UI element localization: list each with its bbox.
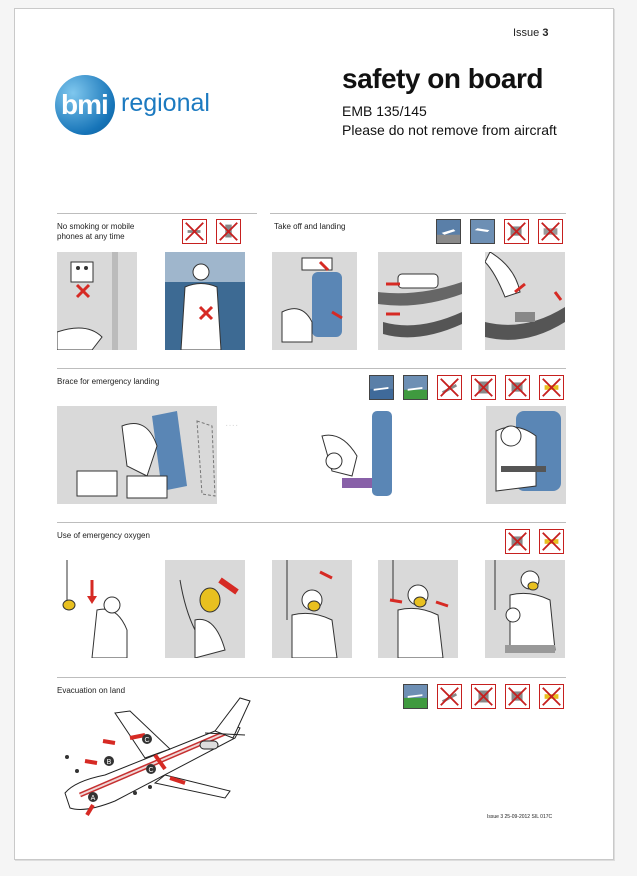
landing-photo-icon: [470, 219, 495, 244]
oxygen-prohibition-icon-1: [505, 529, 530, 554]
oxygen-mask-drop-illustration: [57, 560, 137, 658]
retain-notice: Please do not remove from aircraft: [342, 122, 557, 138]
watermark: ····: [225, 420, 239, 431]
exit-c-upper-label: C: [144, 737, 150, 744]
brace-prohibition-icon-2: [471, 375, 496, 400]
secure-mask-illustration: [378, 560, 458, 658]
no-smoking-label: [57, 222, 134, 242]
logo-bmi-text: bmi: [61, 89, 108, 120]
land-landing-photo-icon: [403, 375, 428, 400]
footer-issue-code: Issue 3 25-09-2012 SIL 017C: [487, 814, 553, 820]
section-divider: [57, 677, 566, 678]
brace-prohibition-icon-1: [437, 375, 462, 400]
seatbelt-fasten-illustration: [378, 252, 462, 350]
section-divider: [57, 522, 566, 523]
no-smoking-icon: [182, 219, 207, 244]
pull-mask-illustration: [165, 560, 245, 658]
section-divider: [57, 368, 566, 369]
section-divider: [57, 213, 257, 214]
brace-prohibition-icon-3: [505, 375, 530, 400]
no-smoking-label-line2: phones at any time: [57, 232, 125, 241]
brace-prohibition-icon-4: [539, 375, 564, 400]
issue-label: Issue: [513, 27, 540, 39]
evac-prohibition-icon-1: [437, 684, 462, 709]
no-electronics-icon: [538, 219, 563, 244]
brace-head-down-illustration: [312, 406, 394, 504]
evac-prohibition-icon-2: [471, 684, 496, 709]
no-mobile-phone-icon: [216, 219, 241, 244]
page-title: safety on board: [342, 63, 543, 94]
place-mask-illustration: [272, 560, 352, 658]
brace-child-illustration: [486, 406, 566, 504]
issue-indicator: [513, 27, 548, 39]
no-smoking-label-line1: No smoking or mobile: [57, 222, 135, 231]
takeoff-label: Take off and landing: [274, 222, 346, 231]
aircraft-model: EMB 135/145: [342, 103, 427, 119]
bmi-regional-logo: [55, 75, 230, 135]
issue-number: 3: [542, 27, 549, 39]
oxygen-label: Use of emergency oxygen: [57, 531, 150, 540]
exit-c-lower-label: C: [148, 767, 154, 774]
logo-regional-text: regional: [121, 89, 210, 117]
aircraft-evacuation-diagram: [55, 683, 255, 823]
seatbelt-release-illustration: [485, 252, 565, 350]
help-child-mask-illustration: [485, 560, 565, 658]
water-landing-photo-icon: [369, 375, 394, 400]
brace-against-seat-illustration: [57, 406, 217, 504]
section-divider: [270, 213, 566, 214]
passenger-phone-illustration: [165, 252, 245, 350]
evac-prohibition-icon-3: [505, 684, 530, 709]
evacuation-photo-icon: [403, 684, 428, 709]
exit-a-label: A: [90, 795, 96, 802]
no-tray-table-icon: [504, 219, 529, 244]
lavatory-smoking-illustration: [57, 252, 137, 350]
oxygen-prohibition-icon-2: [539, 529, 564, 554]
seat-upright-illustration: [272, 252, 357, 350]
evacuation-label: Evacuation on land: [57, 686, 126, 695]
brace-label: Brace for emergency landing: [57, 377, 160, 386]
takeoff-photo-icon: [436, 219, 461, 244]
evac-prohibition-icon-4: [539, 684, 564, 709]
exit-b-label: B: [106, 759, 112, 766]
